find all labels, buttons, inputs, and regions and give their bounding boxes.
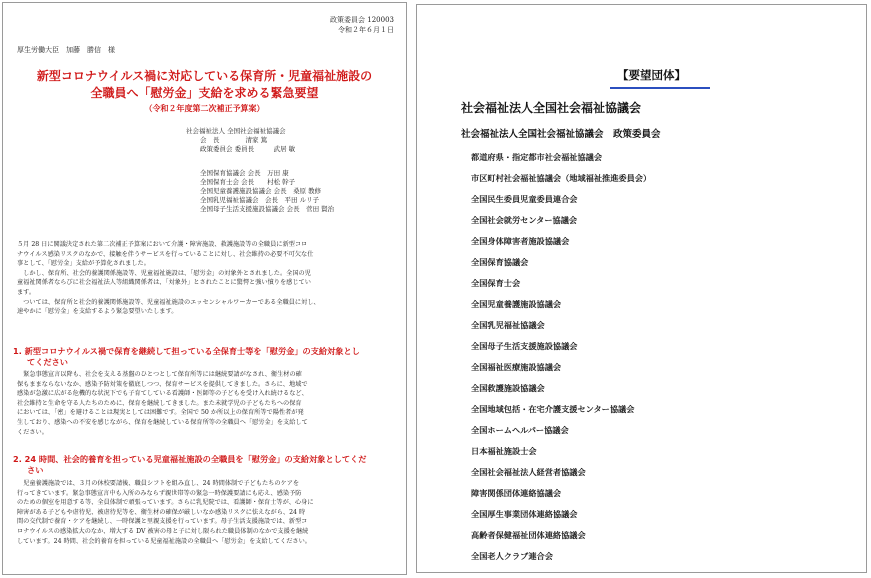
member-organization: 高齢者保健福祉団体連絡協議会 <box>471 530 586 540</box>
addressee: 厚生労働大臣 加藤 勝信 様 <box>17 46 115 54</box>
text-line: 社会維持と生命を守る人たちのために、保育を継続してきました。また未就学児の子どもたちへの保育 <box>17 399 302 407</box>
heading-underline <box>610 87 710 89</box>
text-line: ついては、保育所と社会的養護関係施設等、児童福祉施設のエッセンシャルワーカーである全職員に対し、 <box>17 298 320 306</box>
member-organization: 市区町村社会福祉協議会（地域福祉推進委員会） <box>471 173 652 183</box>
member-organization: 全国地域包括・在宅介護支援センター協議会 <box>471 404 635 414</box>
text-line: ください。 <box>17 428 48 436</box>
text-line: しかし、保育所、社会的養護関係施設等、児童福祉施設は、「慰労金」の対象外とされました。全国の児 <box>17 269 311 277</box>
section-heading-line: 1. 新型コロナウイルス禍で保育を継続して担っている全保育士等を「慰労金」の支給対象とし <box>13 346 360 356</box>
requesting-groups-heading: 【要望団体】 <box>617 68 686 82</box>
doc-number: 政策委員会 120003 <box>330 16 394 24</box>
intro-paragraph <box>17 240 320 317</box>
member-organization: 全国福祉医療施設協議会 <box>471 362 562 372</box>
member-organization: 障害関係団体連絡協議会 <box>471 488 562 498</box>
text-line: においては、「密」を避けることは現実としては困難です。全国で 50 か所以上の保育所等で陽性者が発 <box>17 409 304 417</box>
text-line: ロナウイルスの感染拡大のなか、増大する DV 被害の母と子に対し限られた職員体制のなかで支援を継続 <box>17 527 309 535</box>
section-2-body <box>17 479 314 546</box>
signatory-block-1 <box>186 127 295 154</box>
section-1-heading <box>13 346 360 368</box>
text-line: ５月 28 日に閣議決定された第二次補正予算案において介護・障害施設、救護施設等の全職員に新型コロ <box>17 241 308 248</box>
section-heading-line: てください <box>27 357 68 367</box>
member-organization: 全国母子生活支援施設協議会 <box>471 341 578 351</box>
signatory-line: 全国母子生活支援施設協議会 会長 菅田 賢治 <box>200 205 335 213</box>
text-line: 感染が急激に広がる危機的な状況下でも子育てしている看護師・医師等の子どもを受け入れ続けるなど、 <box>17 390 308 398</box>
member-organization: 全国民生委員児童委員連合会 <box>471 194 578 204</box>
text-line: ナウイルス感染リスクのなかで、接触を伴うサービスを行っていることに対し、社会維持の必要不可欠な仕 <box>17 250 314 258</box>
main-organization: 社会福祉法人全国社会福祉協議会 <box>461 101 642 115</box>
text-line: 障害がある子どもや虐待児、被虐待児等を、衛生材の確保が厳しいなか感染リスクに怯えながら、24 時 <box>17 508 306 516</box>
member-organization: 全国厚生事業団体連絡協議会 <box>471 509 578 519</box>
member-organization: 全国児童養護施設協議会 <box>471 299 562 309</box>
member-organization: 全国ホームヘルパー協議会 <box>471 425 569 435</box>
signatory-line: 会 長 清家 篤 <box>200 136 268 144</box>
section-2-heading <box>13 454 366 476</box>
text-line: ます。 <box>17 288 36 296</box>
member-organization: 全国保育協議会 <box>471 257 529 267</box>
signatory-line: 全国保育協議会 会長 万田 康 <box>200 169 289 177</box>
document-title-line2: 全職員へ「慰労金」支給を求める緊急要望 <box>90 86 319 100</box>
member-organization: 全国保育士会 <box>471 278 521 288</box>
text-line: 事として、「慰労金」支給が予算化されました。 <box>17 260 150 268</box>
member-organization: 都道府県・指定都市社会福祉協議会 <box>471 152 603 162</box>
signatory-line: 全国児童養護施設協議会 会長 桑原 教修 <box>200 187 322 195</box>
signatory-line: 全国保育士会 会長 村松 幹子 <box>200 178 296 186</box>
text-line: 間の交代制で養育・ケアを継続し、一時保護と里親支援を行っています。母子生活支援施設では、新型コ <box>17 518 308 526</box>
text-line: 緊急事態宣言以降も、社会を支える基盤のひとつとして保育所等には継続要請がなされ、衛生材の確 <box>17 371 302 378</box>
doc-header-block <box>330 15 394 35</box>
policy-committee: 社会福祉法人全国社会福祉協議会 政策委員会 <box>461 129 661 140</box>
member-organization: 全国社会就労センター協議会 <box>471 215 578 225</box>
member-organization: 日本福祉施設士会 <box>471 446 537 456</box>
signatory-block-2 <box>200 169 334 214</box>
text-line: のための個室を用意する等、全員体制で頑張っています。さらに乳児院では、看護師・保育士等が、心身に <box>17 499 314 507</box>
text-line: 児童養護施設では、３月の休校要請後、職員シフトを組み直し、24 時間体制で子どもたちのケアを <box>17 480 300 487</box>
text-line: 生しており、感染への不安を感じながら、保育を継続している保育所等の全職員へ「慰労金」を支給して <box>17 418 308 426</box>
member-organization: 全国身体障害者施設協議会 <box>471 236 570 246</box>
text-line: 保もままならないなか、感染予防対策を徹底しつつ、保育サービスを提供してきました。さらに、地域で <box>17 380 308 388</box>
doc-date: 令和２年６月１日 <box>338 26 394 34</box>
section-heading-line: さい <box>27 465 44 475</box>
signatory-line: 全国乳児福祉協議会 会長 平田 ルリ子 <box>200 196 320 204</box>
member-organization: 全国救護施設協議会 <box>471 383 545 393</box>
document-title-line1: 新型コロナウイルス禍に対応している保育所・児童福祉施設の <box>36 69 373 83</box>
member-organization: 全国老人クラブ連合会 <box>471 551 553 561</box>
text-line: 童福祉関係者ならびに社会福祉法人等組織関係者は、「対象外」とされたことに驚愕と強い憤りを感じてい <box>17 279 311 287</box>
member-organization: 全国社会福祉法人経営者協議会 <box>471 467 586 477</box>
member-organization: 全国乳児福祉協議会 <box>471 320 545 330</box>
section-1-body <box>17 370 308 437</box>
right-document-page <box>416 4 867 573</box>
text-line: しています。24 時間、社会的養育を担っている児童福祉施設の全職員へ「慰労金」を支給してください。 <box>17 537 311 545</box>
signatory-line: 社会福祉法人 全国社会福祉協議会 <box>186 127 286 135</box>
section-heading-line: 2. 24 時間、社会的養育を担っている児童福祉施設の全職員を「慰労金」の支給対象としてくだ <box>13 454 367 464</box>
text-line: 行ってきています。緊急事態宣言中も入所のみならず親世帯等の緊急一時保護要請にも応え、感染予防 <box>17 489 302 497</box>
left-document-page <box>2 2 407 575</box>
text-line: 速やかに「慰労金」を支給するよう緊急要望いたします。 <box>17 308 178 316</box>
signatory-line: 政策委員会 委員長 武居 敏 <box>200 145 296 153</box>
document-subtitle: （令和２年度第二次補正予算案） <box>144 104 265 113</box>
